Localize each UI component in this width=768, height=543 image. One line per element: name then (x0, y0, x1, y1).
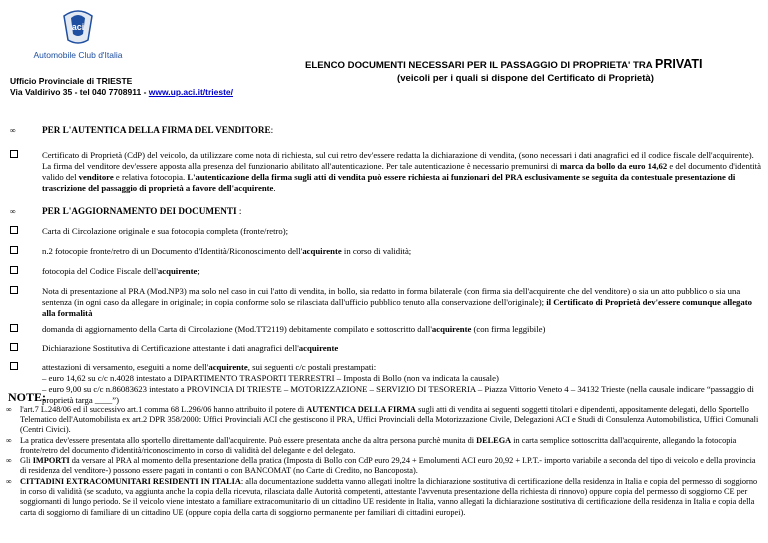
aci-logo (18, 6, 138, 66)
bullet-icon: ∞ (10, 126, 16, 135)
payment-line-2: – euro 9,00 su c/c n.86083623 intestato a PROVINCIA DI TRIESTE – MOTORIZZAZIONE – SERVIZIO DI TESORERIA – Piazza Vittorio Veneto 4 – 34132 Trieste (nella causale indicare “passaggio di proprietà targa ____”) (42, 384, 754, 405)
bullet-icon: ∞ (6, 456, 12, 465)
office-url-link[interactable]: www.up.aci.it/trieste/ (148, 87, 234, 97)
title-privati: PRIVATI (655, 57, 703, 71)
checkbox-icon (10, 286, 22, 297)
bullet-icon: ∞ (6, 436, 12, 445)
checkbox-icon (10, 324, 22, 335)
logo-name: Automobile Club d'Italia (33, 50, 123, 60)
payment-line-1: – euro 14,62 su c/c n.4028 intestato a DIPARTIMENTO TRASPORTI TERRESTRI – Imposta di Bollo (non va indicata la causale) (42, 373, 499, 383)
checkbox-icon (10, 266, 22, 277)
document-subtitle: (veicoli per i quali si dispone del Certificato di Proprietà) (397, 73, 654, 84)
office-address: Via Valdirivo 35 - tel 040 7708911 - www.up.aci.it/trieste/ (10, 87, 234, 97)
bullet-icon: ∞ (6, 405, 12, 414)
notes-title: NOTE: (8, 390, 47, 404)
office-name: Ufficio Provinciale di TRIESTE (10, 76, 133, 86)
checkbox-icon (10, 226, 22, 237)
bullet-icon: ∞ (6, 477, 12, 486)
aci-emblem-icon (62, 6, 94, 46)
document-title: ELENCO DOCUMENTI NECESSARI PER IL PASSAGGIO DI PROPRIETA' TRA PRIVATI (veicoli per i quali si dispone del Certificato di Proprietà) (305, 58, 765, 85)
section2-heading: PER L'AGGIORNAMENTO DEI DOCUMENTI : (42, 206, 242, 216)
svg-text:aci: aci (71, 22, 85, 32)
bullet-icon: ∞ (10, 207, 16, 216)
checkbox-icon (10, 150, 22, 161)
checkbox-icon (10, 362, 22, 373)
section1-heading: PER L'AUTENTICA DELLA FIRMA DEL VENDITORE: (42, 125, 274, 135)
checkbox-icon (10, 246, 22, 257)
checkbox-icon (10, 343, 22, 354)
office-info (10, 76, 233, 98)
